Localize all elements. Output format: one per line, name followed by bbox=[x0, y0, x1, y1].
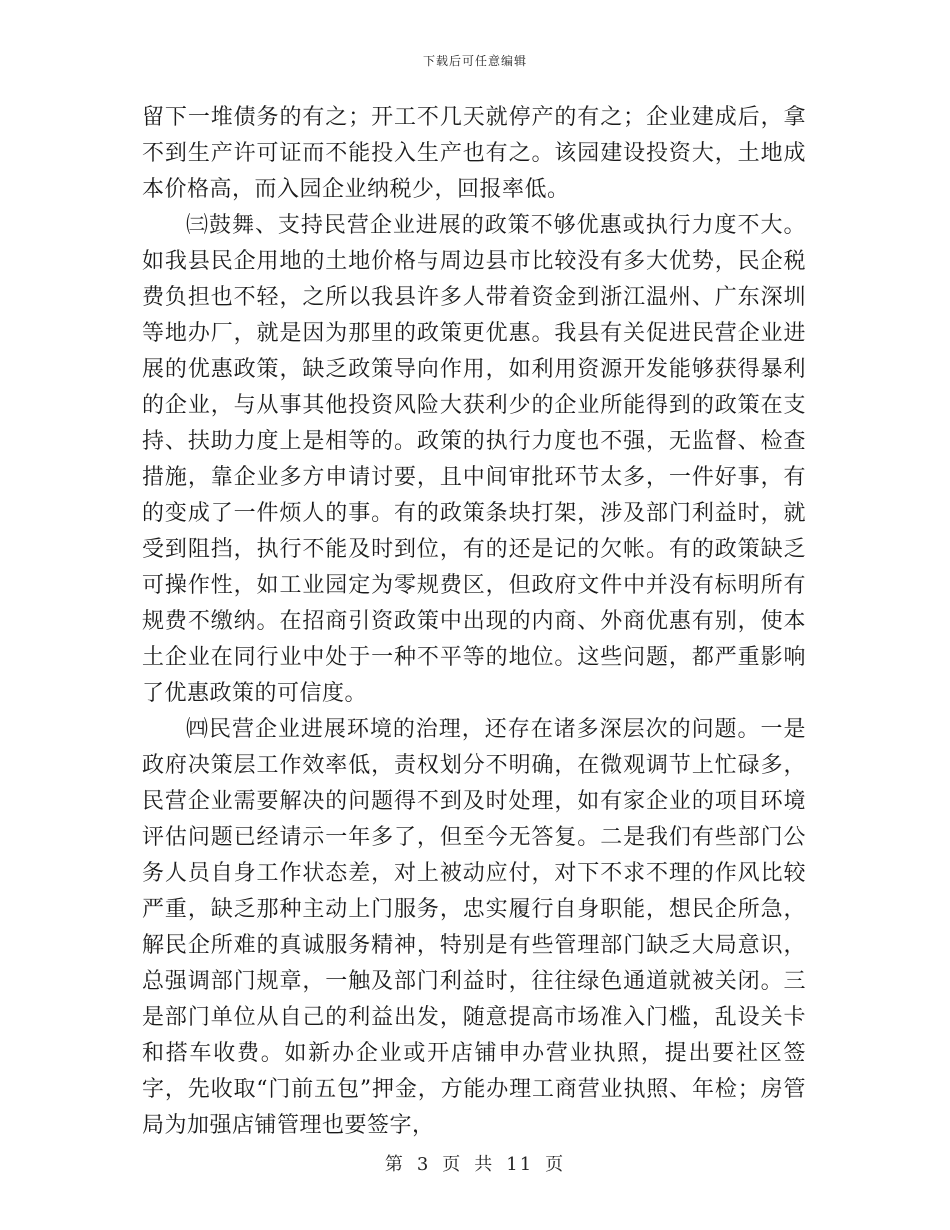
footer-label-total: 共 bbox=[474, 1154, 495, 1175]
footer-label-ye: 页 bbox=[442, 1154, 463, 1175]
footer-label-page: 第 bbox=[384, 1154, 405, 1175]
footer-total-pages: 11 bbox=[506, 1154, 534, 1175]
paragraph-section-3: ㈢鼓舞、支持民营企业进展的政策不够优惠或执行力度不大。如我县民企用地的土地价格与周边县市比较没有多大优势，民企税费负担也不轻，之所以我县许多人带着资金到浙江温州、广东深圳等地办厂，就是因为那里的政策更优惠。我县有关促进民营企业进展的优惠政策，缺乏政策导向作用，如利用资源开发能够获得暴利的企业，与从事其他投资风险大获利少的企业所能得到的政策在支持、扶助力度上是相等的。政策的执行力度也不强，无监督、检查措施，靠企业多方申请讨要，且中间审批环节太多，一件好事，有的变成了一件烦人的事。有的政策条块打架，涉及部门利益时，就受到阻挡，执行不能及时到位，有的还是记的欠帐。有的政策缺乏可操作性，如工业园定为零规费区，但政府文件中并没有标明所有规费不缴纳。在招商引资政策中出现的内商、外商优惠有别，使本土企业在同行业中处于一种不平等的地位。这些问题，都严重影响了优惠政策的可信度。 bbox=[142, 213, 806, 706]
document-body bbox=[142, 100, 806, 1144]
page-header: 下载后可任意编辑 bbox=[422, 54, 527, 68]
footer-label-ye-end: 页 bbox=[545, 1154, 566, 1175]
page-footer bbox=[0, 1150, 950, 1176]
footer-page-number: 3 bbox=[416, 1154, 431, 1175]
paragraph-section-4: ㈣民营企业进展环境的治理，还存在诸多深层次的问题。一是政府决策层工作效率低，责权划分不明确，在微观调节上忙碌多，民营企业需要解决的问题得不到及时处理，如有家企业的项目环境评估问题已经请示一年多了，但至今无答复。二是我们有些部门公务人员自身工作状态差，对上被动应付，对下不求不理的作风比较严重，缺乏那种主动上门服务，忠实履行自身职能，想民企所急，解民企所难的真诚服务精神，特别是有些管理部门缺乏大局意识，总强调部门规章，一触及部门利益时，往往绿色通道就被关闭。三是部门单位从自己的利益出发，随意提高市场准入门槛，乱设关卡和搭车收费。如新办企业或开店铺申办营业执照，提出要社区签字，先收取“门前五包”押金，方能办理工商营业执照、年检；房管局为加强店铺管理也要签字， bbox=[142, 717, 806, 1138]
paragraph-continuation: 留下一堆债务的有之；开工不几天就停产的有之；企业建成后，拿不到生产许可证而不能投入生产也有之。该园建设投资大，土地成本价格高，而入园企业纳税少，回报率低。 bbox=[142, 105, 806, 202]
